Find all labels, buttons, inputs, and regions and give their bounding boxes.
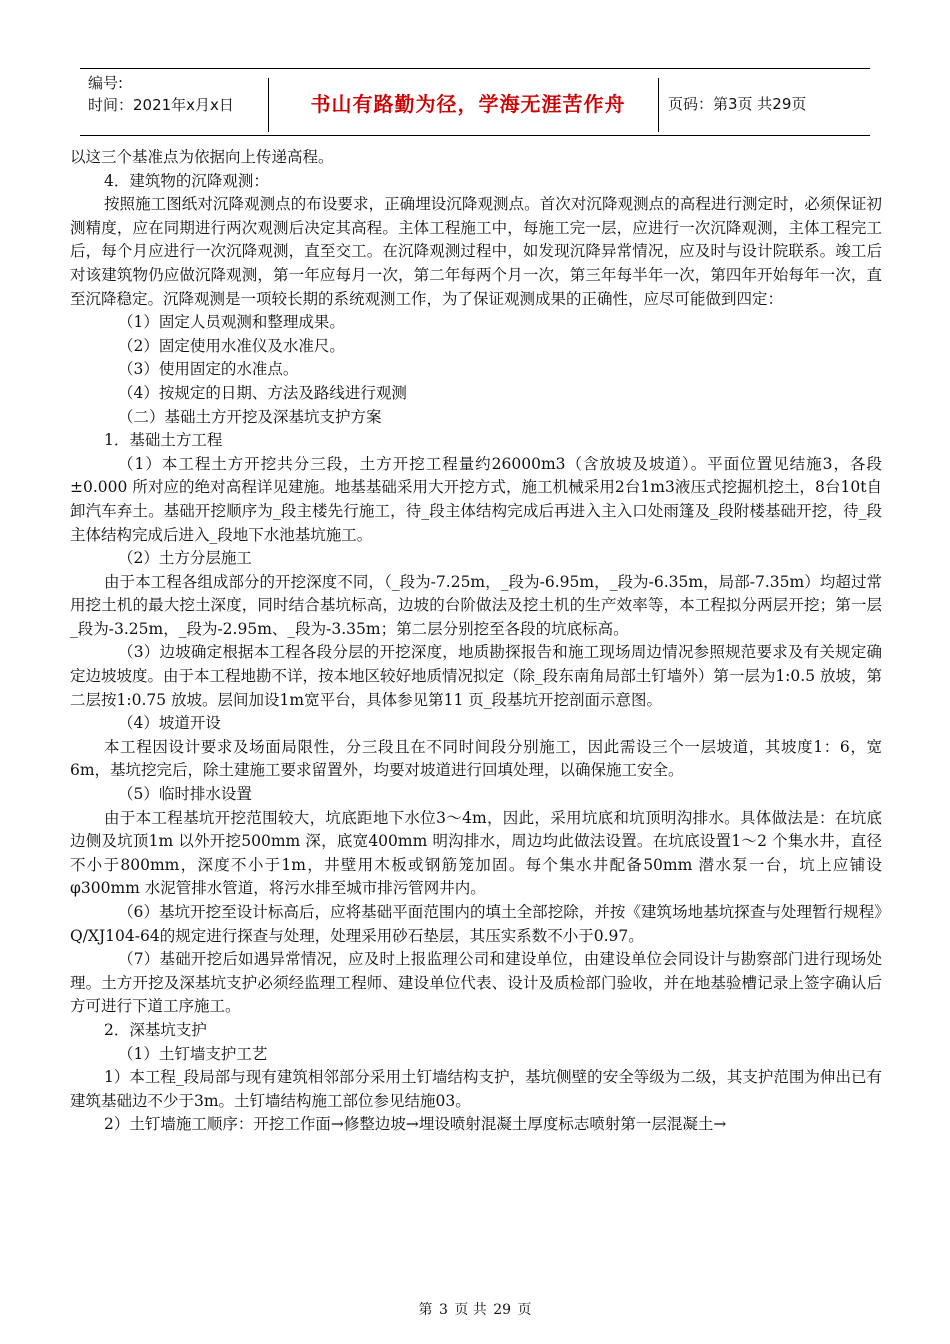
paragraph: （2）固定使用水准仪及水准尺。 [118,336,345,355]
footer-current-page: 3 [438,1302,448,1318]
paragraph: （3）边坡确定根据本工程各段分层的开挖深度，地质勘探报告和施工现场周边情况参照规范要求及有关规定确定边坡坡度。由于本工程地勘不详，按本地区较好地质情况拟定（除_段东南角局部土钉墙外）第一层为1:0.5 放坡，第二层按1:0.75 放坡。层间加设1m宽平台，具体参见第11 页_段基坑开挖剖面示意图。 [70,643,882,709]
paragraph: （3）使用固定的水准点。 [118,360,299,379]
paragraph: 4．建筑物的沉降观测： [104,171,269,190]
page-footer [0,1299,950,1319]
paragraph: 2）土钉墙施工顺序：开挖工作面→修整边坡→埋设喷射混凝土厚度标志喷射第一层混凝土→ [104,1115,727,1134]
paragraph: （4）坡道开设 [118,714,221,733]
paragraph: 本工程因设计要求及场面局限性，分三段且在不同时间段分别施工，因此需设三个一层坡道，其坡度1：6，宽6m，基坑挖完后，除土建施工要求留置外，均要对坡道进行回填处理，以确保施工安全。 [70,737,882,780]
paragraph: 1）本工程_段局部与现有建筑相邻部分采用土钉墙结构支护，基坑侧壁的安全等级为二级，其支护范围为伸出已有建筑基础边不少于3m。土钉墙结构施工部位参见结施03。 [70,1068,882,1110]
paragraph: 由于本工程基坑开挖范围较大，坑底距地下水位3～4m，因此，采用坑底和坑顶明沟排水。具体做法是：在坑底边侧及坑顶1m 以外开挖500mm 深，底宽400mm 明沟排水，周边均此做法设置。在坑底设置1～2 个集水井，直径不小于800mm，深度不小于1m，井壁用木板或钢筋笼加固。每个集水井配备50mm 潜水泵一台，坑上应铺设 φ300mm 水泥管排水管道，将污水排至城市排污管网井内。 [70,808,882,898]
paragraph: 以这三个基准点为依据向上传递高程。 [70,148,334,166]
document-body [70,146,882,1137]
paragraph: （4）按规定的日期、方法及路线进行观测 [118,383,407,402]
paragraph: 按照施工图纸对沉降观测点的布设要求，正确埋设沉降观测点。首次对沉降观测点的高程进行测定时，必须保证初测精度，应在同期进行两次观测后决定其高程。主体工程施工中，每施工完一层，应进行一次沉降观测，主体工程完工后，每个月应进行一次沉降观测，直至交工。在沉降观测过程中，如发现沉降异常情况，应及时与设计院联系。竣工后对该建筑物仍应做沉降观测，第一年应每月一次，第二年每两个月一次，第三年每半年一次，第四年开始每年一次，直至沉降稳定。沉降观测是一项较长期的系统观测工作，为了保证观测成果的正确性，应尽可能做到四定： [70,195,882,308]
header-bottom-rule [80,135,870,136]
footer-suffix: 页 [517,1302,532,1318]
paragraph: （2）土方分层施工 [118,549,252,568]
footer-middle: 页 共 [454,1302,487,1318]
header-left-block [88,72,234,116]
paragraph: （1）本工程土方开挖共分三段，土方开挖工程量约26000m3（含放坡及坡道）。平面位置见结施3，各段±0.000 所对应的绝对高程详见建施。地基基础采用大开挖方式，施工机械采用2台1m3液压式挖掘机挖土，8台10t自卸汽车弃土。基础开挖顺序为_段主楼先行施工，待_段主体结构完成后再进入主入口处雨篷及_段附楼基础开挖，待_段主体结构完成后进入_段地下水池基坑施工。 [70,454,882,544]
header-divider-right [658,78,659,132]
time-label: 时间：2021年x月x日 [88,96,234,114]
paragraph: （5）临时排水设置 [118,785,252,804]
footer-prefix: 第 [418,1302,433,1318]
paragraph: （二）基础土方开挖及深基坑支护方案 [118,407,382,426]
paragraph: （1）土钉墙支护工艺 [118,1044,268,1063]
code-label: 编号: [88,74,124,92]
paragraph: 由于本工程各组成部分的开挖深度不同，（_段为-7.25m，_段为-6.95m，_段为-6.35m，局部-7.35m）均超过常用挖土机的最大挖土深度，同时结合基坑标高，边坡的台阶做法及挖土机的生产效率等，本工程拟分两层开挖；第一层_段为-3.25m，_段为-2.95m、_段为-3.35m；第二层分别挖至各段的坑底标高。 [70,572,882,638]
header-divider-left [268,78,269,132]
paragraph: （1）固定人员观测和整理成果。 [118,313,345,332]
header-top-rule [80,68,870,69]
header-page-info: 页码：第3页 共29页 [668,95,807,113]
footer-total-pages: 29 [493,1302,512,1318]
header-motto: 书山有路勤为径，学海无涯苦作舟 [310,92,626,116]
paragraph: 2．深基坑支护 [104,1020,207,1039]
paragraph: （7）基础开挖后如遇异常情况，应及时上报监理公司和建设单位，由建设单位会同设计与勘察部门进行现场处理。土方开挖及深基坑支护必须经监理工程师、建设单位代表、设计及质检部门验收，并在地基验槽记录上签字确认后方可进行下道工序施工。 [70,950,882,1016]
paragraph: （6）基坑开挖至设计标高后，应将基础平面范围内的填土全部挖除，并按《建筑场地基坑探查与处理暂行规程》Q/XJ104-64的规定进行探查与处理，处理采用砂石垫层，其压实系数不小于0.97。 [70,903,882,945]
paragraph: 1．基础土方工程 [104,431,223,450]
